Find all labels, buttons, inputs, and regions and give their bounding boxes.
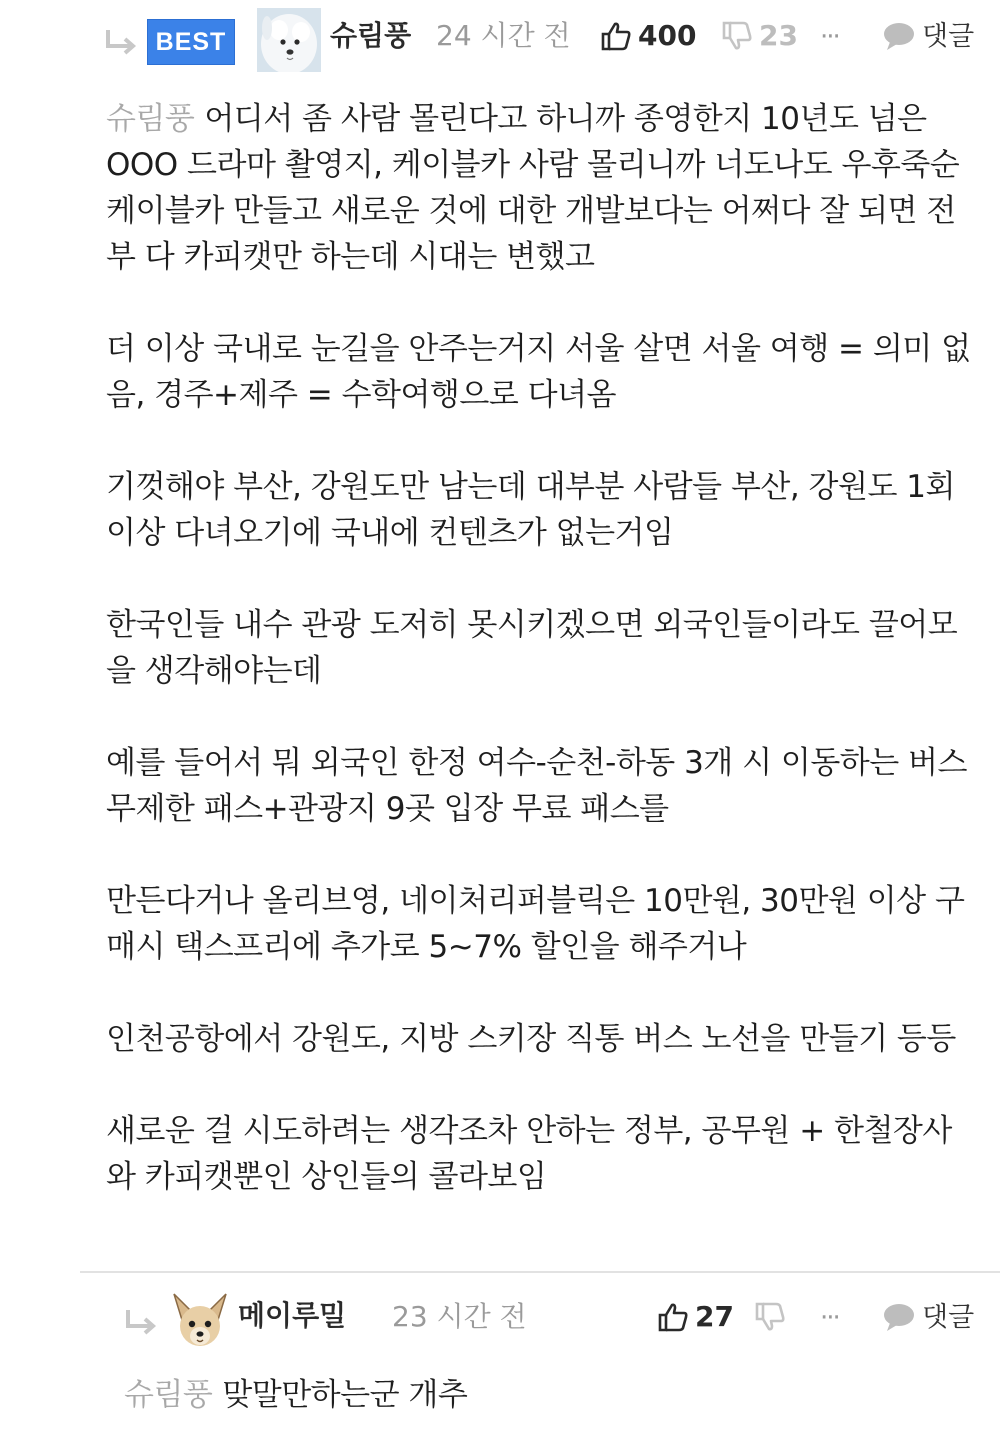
mention[interactable]: 슈림풍 <box>106 101 195 137</box>
comment-paragraph: 만든다거나 올리브영, 네이처리퍼블릭은 10만원, 30만원 이상 구매시 택스프리에 추가로 5~7% 할인을 해주거나 <box>106 883 965 965</box>
comment-paragraph: 슈림풍 어디서 좀 사람 몰린다고 하니까 종영한지 10년도 넘은 OOO 드라마 촬영지, 케이블카 사람 몰리니까 너도나도 우후죽순 케이블카 만들고 새로운 것에 대한 개발보다는 어쩌다 잘 되면 전부 다 카피캣만 하는데 시대는 변했고 <box>106 101 960 275</box>
like-button[interactable] <box>600 20 696 52</box>
reply-label: 댓글 <box>922 20 975 52</box>
username[interactable]: 메이루밀 <box>238 1299 347 1332</box>
comment-paragraph: 예를 들어서 뭐 외국인 한정 여수-순천-하동 3개 시 이동하는 버스 무제한 패스+관광지 9곳 입장 무료 패스를 <box>106 745 967 827</box>
dislike-button[interactable] <box>754 1301 786 1333</box>
username[interactable]: 슈림풍 <box>330 19 412 52</box>
comment-text <box>106 96 981 1200</box>
reply-arrow-icon <box>124 1308 158 1336</box>
comment-text: 슈림풍 맞말만하는군 개추 <box>124 1377 468 1413</box>
more-icon[interactable]: ··· <box>820 1303 839 1333</box>
speech-bubble-icon <box>882 1301 916 1333</box>
dislike-button[interactable] <box>721 20 798 52</box>
thumbs-up-icon <box>657 1301 689 1333</box>
divider <box>80 1271 1000 1273</box>
mention[interactable]: 슈림풍 <box>124 1377 213 1413</box>
dislike-count: 23 <box>759 19 798 52</box>
best-badge: BEST <box>147 19 235 65</box>
comment-paragraph: 기껏해야 부산, 강원도만 남는데 대부분 사람들 부산, 강원도 1회 이상 다녀오기에 국내에 컨텐츠가 없는거임 <box>106 469 955 551</box>
thumbs-down-icon <box>754 1301 786 1333</box>
more-icon[interactable]: ··· <box>820 22 839 52</box>
avatar[interactable] <box>257 8 321 72</box>
comment-paragraph: 더 이상 국내로 눈길을 안주는거지 서울 살면 서울 여행 = 의미 없음, 경주+제주 = 수학여행으로 다녀옴 <box>106 331 971 413</box>
avatar[interactable] <box>168 1290 232 1354</box>
speech-bubble-icon <box>882 20 916 52</box>
timestamp: 24 시간 전 <box>436 19 571 52</box>
comment-paragraph: 새로운 걸 시도하려는 생각조차 안하는 정부, 공무원 + 한철장사와 카피캣뿐인 상인들의 콜라보임 <box>106 1113 952 1195</box>
like-count: 400 <box>638 19 697 52</box>
thumbs-down-icon <box>721 20 753 52</box>
reply-button[interactable] <box>882 1301 974 1333</box>
reply-button[interactable] <box>882 20 974 52</box>
like-button[interactable] <box>657 1301 734 1333</box>
comment-paragraph: 한국인들 내수 관광 도저히 못시키겠으면 외국인들이라도 끌어모을 생각해야는데 <box>106 607 958 689</box>
comment-paragraph: 인천공항에서 강원도, 지방 스키장 직통 버스 노선을 만들기 등등 <box>106 1021 956 1057</box>
reply-arrow-icon <box>104 28 138 56</box>
thumbs-up-icon <box>600 20 632 52</box>
like-count: 27 <box>695 1300 734 1333</box>
timestamp: 23 시간 전 <box>392 1300 527 1333</box>
reply-label: 댓글 <box>922 1301 975 1333</box>
